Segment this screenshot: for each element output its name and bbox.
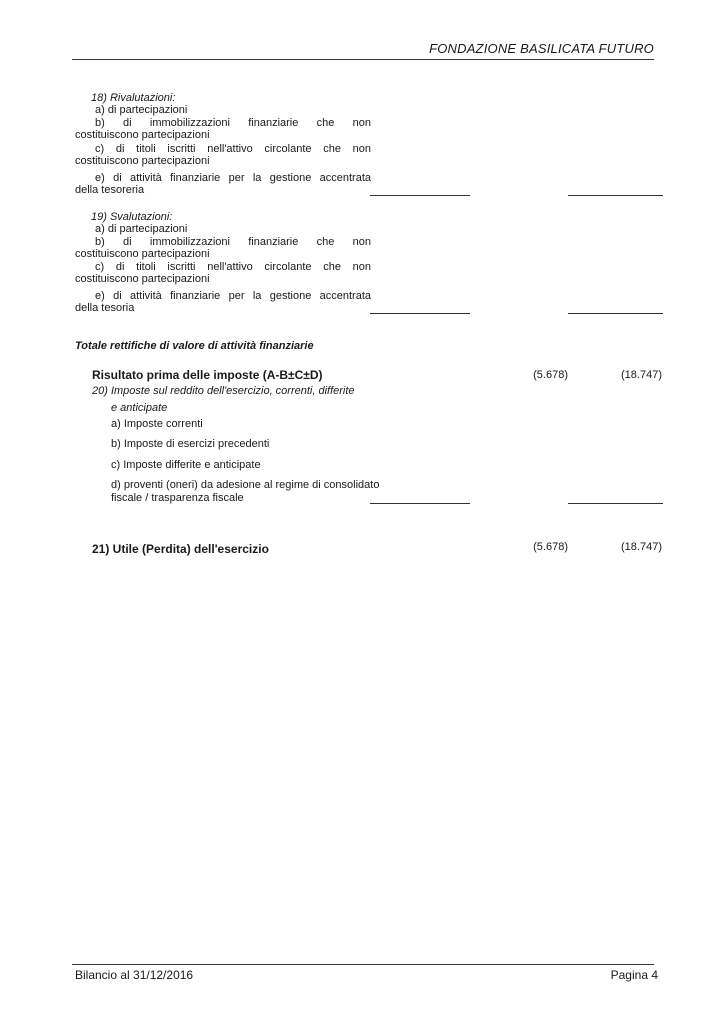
- imposte-title-line2: e anticipate: [111, 402, 168, 414]
- risultato-value-2015: (18.747): [621, 369, 662, 381]
- svalutazioni-c-line2: costituiscono partecipazioni: [75, 273, 210, 285]
- imposte-title-line1: 20) Imposte sul reddito dell'esercizio, correnti, differite: [92, 385, 355, 397]
- svalutazioni-title: 19) Svalutazioni:: [91, 211, 173, 223]
- imposte-total-line-2015: [568, 503, 663, 504]
- svalutazioni-total-line-2015: [568, 313, 663, 314]
- totale-rettifiche-label: Totale rettifiche di valore di attività finanziarie: [75, 340, 314, 352]
- imposte-esercizi-precedenti: b) Imposte di esercizi precedenti: [111, 438, 270, 450]
- page-header-title: FONDAZIONE BASILICATA FUTURO: [429, 41, 654, 56]
- rivalutazioni-b-line2: costituiscono partecipazioni: [75, 129, 210, 141]
- footer-page-number: Pagina 4: [610, 968, 658, 982]
- rivalutazioni-b-line1: b) di immobilizzazioni finanziarie che non: [95, 117, 371, 129]
- rivalutazioni-e-line1: e) di attività finanziarie per la gestione accentrata: [95, 172, 371, 184]
- rivalutazioni-e-line2: della tesoreria: [75, 184, 145, 196]
- imposte-correnti: a) Imposte correnti: [111, 418, 203, 430]
- utile-value-2015: (18.747): [621, 541, 662, 553]
- utile-perdita-label: 21) Utile (Perdita) dell'esercizio: [92, 542, 269, 556]
- rivalutazioni-c-line1: c) di titoli iscritti nell'attivo circolante che non: [95, 143, 371, 155]
- risultato-value-2016: (5.678): [533, 369, 568, 381]
- imposte-consolidato-line2: fiscale / trasparenza fiscale: [111, 492, 244, 504]
- footer-rule: [72, 964, 654, 965]
- rivalutazioni-c-line2: costituiscono partecipazioni: [75, 155, 210, 167]
- svalutazioni-e-line1: e) di attività finanziarie per la gestione accentrata: [95, 290, 371, 302]
- rivalutazioni-a: a) di partecipazioni: [95, 104, 188, 116]
- imposte-consolidato-line1: d) proventi (oneri) da adesione al regime di consolidato: [111, 479, 380, 491]
- header-rule: [72, 59, 654, 60]
- svalutazioni-b-line1: b) di immobilizzazioni finanziarie che non: [95, 236, 371, 248]
- rivalutazioni-title: 18) Rivalutazioni:: [91, 92, 176, 104]
- svalutazioni-e-line2: della tesoria: [75, 302, 135, 314]
- rivalutazioni-total-line-2016: [370, 195, 470, 196]
- footer-balance-date: Bilancio al 31/12/2016: [75, 968, 194, 982]
- svalutazioni-b-line2: costituiscono partecipazioni: [75, 248, 210, 260]
- svalutazioni-c-line1: c) di titoli iscritti nell'attivo circolante che non: [95, 261, 371, 273]
- rivalutazioni-total-line-2015: [568, 195, 663, 196]
- risultato-prima-imposte-label: Risultato prima delle imposte (A-B±C±D): [92, 368, 323, 382]
- svalutazioni-total-line-2016: [370, 313, 470, 314]
- utile-value-2016: (5.678): [533, 541, 568, 553]
- imposte-differite-anticipate: c) Imposte differite e anticipate: [111, 459, 261, 471]
- svalutazioni-a: a) di partecipazioni: [95, 223, 188, 235]
- imposte-total-line-2016: [370, 503, 470, 504]
